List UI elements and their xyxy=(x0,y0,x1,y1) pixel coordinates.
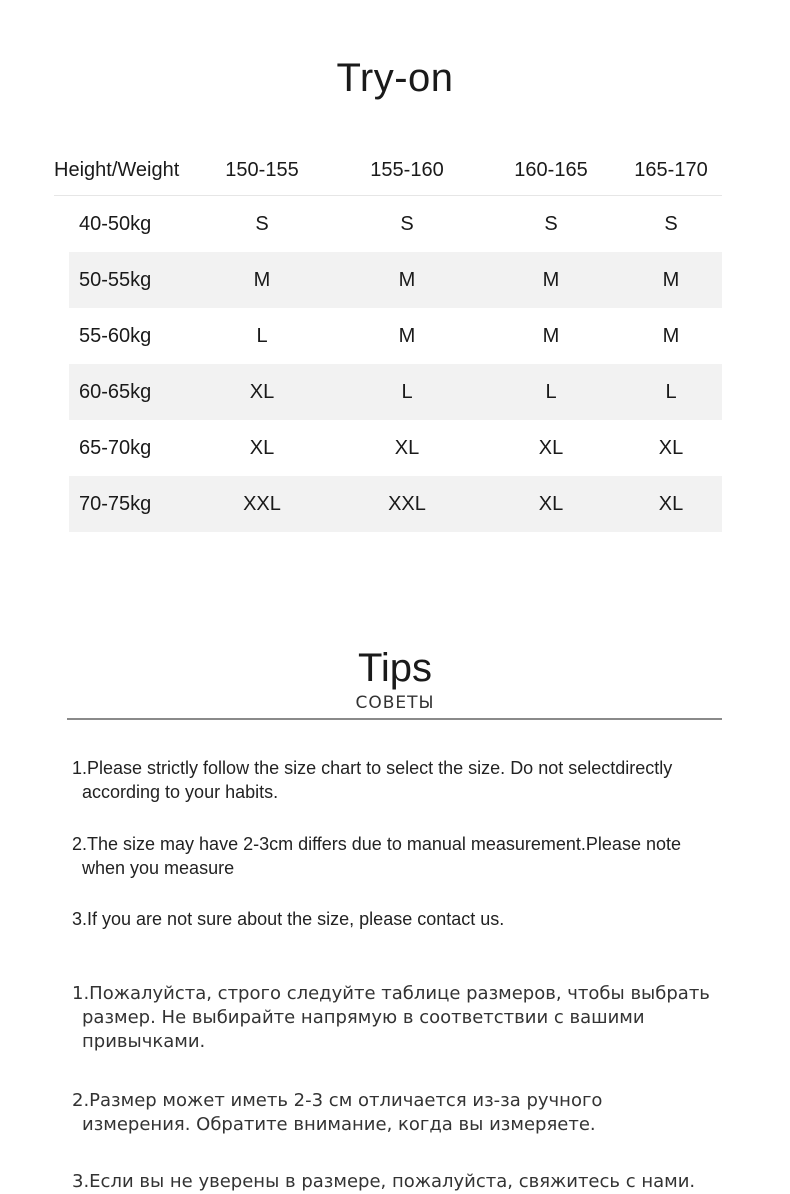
tip-line: 1.Please strictly follow the size chart to select the size. Do not selectdirectly xyxy=(72,758,673,778)
weight-cell: 40-50kg xyxy=(79,212,152,235)
weight-cell: 65-70kg xyxy=(79,436,152,459)
size-cell: XL xyxy=(192,364,332,420)
size-cell: L xyxy=(620,364,722,420)
tip-item-ru-3 xyxy=(72,1170,732,1194)
weight-cell: 55-60kg xyxy=(79,324,152,347)
size-cell: M xyxy=(398,324,416,347)
divider xyxy=(67,718,722,720)
size-cell: XL xyxy=(394,436,420,459)
size-cell: M xyxy=(482,252,620,308)
size-cell: M xyxy=(662,324,680,347)
size-cell: M xyxy=(542,324,560,347)
column-header: 160-165 xyxy=(482,146,620,196)
size-cell: L xyxy=(332,364,482,420)
tip-item-en-1 xyxy=(72,756,732,804)
tip-item-ru-1 xyxy=(72,982,732,1054)
column-header: 150-155 xyxy=(192,146,332,196)
size-cell: M xyxy=(620,252,722,308)
weight-cell: 70-75kg xyxy=(54,476,192,532)
tip-line: 3.If you are not sure about the size, please contact us. xyxy=(72,909,505,929)
tip-line: размер. Не выбирайте напрямую в соответствии с вашими xyxy=(82,1007,645,1028)
weight-cell: 60-65kg xyxy=(54,364,192,420)
tip-line: привычками. xyxy=(82,1031,206,1052)
size-cell: S xyxy=(255,212,269,235)
size-cell: S xyxy=(664,212,678,235)
tip-line: 2.The size may have 2-3cm differs due to manual measurement.Please note xyxy=(72,834,681,854)
size-cell: L xyxy=(256,324,268,347)
table-row xyxy=(54,364,722,420)
tips-subtitle: СОВЕТЫ xyxy=(355,693,435,713)
table-row xyxy=(54,196,722,253)
tip-line: 2.Размер может иметь 2-3 см отличается из-за ручного xyxy=(72,1090,603,1111)
size-cell: XL xyxy=(482,476,620,532)
table-row xyxy=(54,252,722,308)
tip-line: according to your habits. xyxy=(82,782,279,802)
tip-item-en-3 xyxy=(72,907,732,931)
size-cell: XXL xyxy=(192,476,332,532)
size-cell: S xyxy=(544,212,558,235)
size-cell: XL xyxy=(620,476,722,532)
tip-line: when you measure xyxy=(82,858,235,878)
size-cell: S xyxy=(400,212,414,235)
tip-line: измерения. Обратите внимание, когда вы измеряете. xyxy=(82,1114,596,1135)
column-header: Height/Weight xyxy=(54,146,192,196)
weight-cell: 50-55kg xyxy=(54,252,192,308)
size-cell: L xyxy=(482,364,620,420)
tip-item-en-2 xyxy=(72,832,732,880)
page-title: Try-on xyxy=(336,56,454,100)
size-cell: M xyxy=(192,252,332,308)
column-header: 155-160 xyxy=(332,146,482,196)
size-cell: XL xyxy=(538,436,564,459)
size-cell: XL xyxy=(658,436,684,459)
size-cell: XL xyxy=(249,436,275,459)
size-chart-table xyxy=(54,146,722,532)
tip-line: 1.Пожалуйста, строго следуйте таблице размеров, чтобы выбрать xyxy=(72,983,710,1004)
table-row xyxy=(54,420,722,476)
table-row xyxy=(54,308,722,364)
size-cell: XXL xyxy=(332,476,482,532)
column-header: 165-170 xyxy=(620,146,722,196)
size-cell: M xyxy=(332,252,482,308)
tip-line: 3.Если вы не уверены в размере, пожалуйста, свяжитесь с нами. xyxy=(72,1171,696,1192)
table-row xyxy=(54,476,722,532)
tip-item-ru-2 xyxy=(72,1089,732,1137)
tips-title: Tips xyxy=(357,646,433,690)
table-header-row xyxy=(54,146,722,196)
